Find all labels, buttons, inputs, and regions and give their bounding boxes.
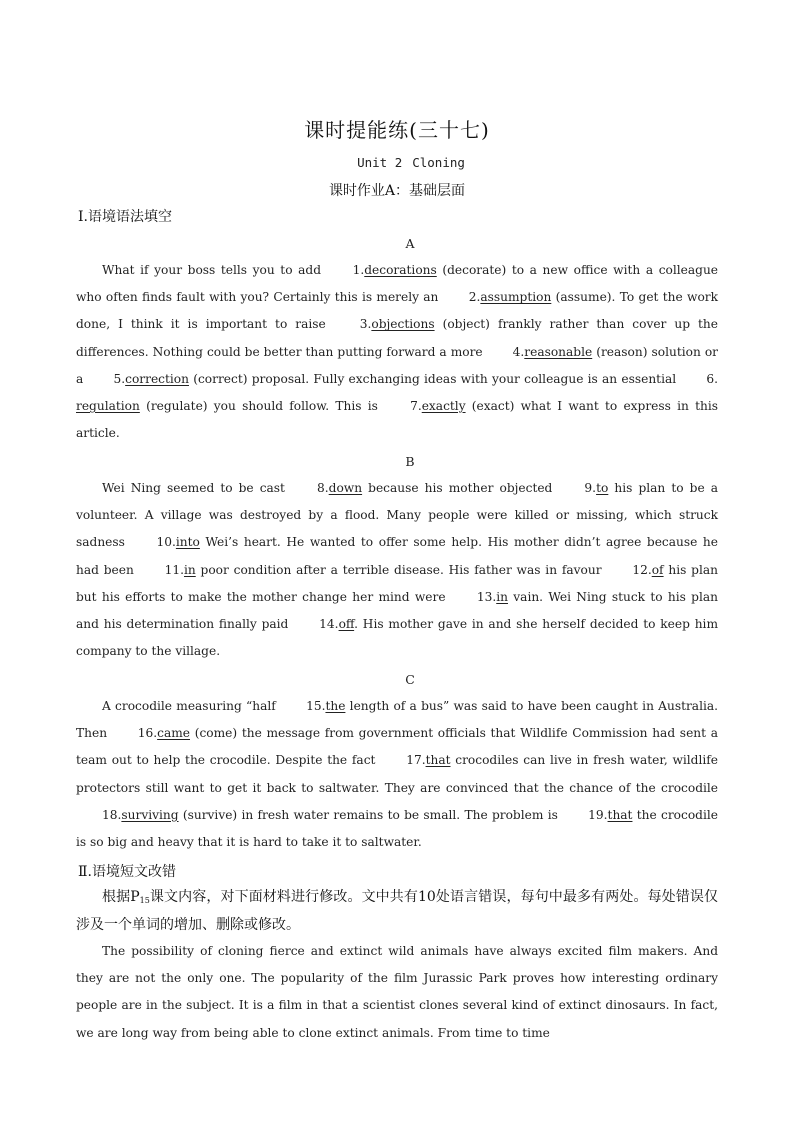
page-title: 课时提能练(三十七) (304, 118, 490, 142)
answer-blank: 12. of (606, 563, 663, 577)
passage-c: A crocodile measuring “half 15. the length of a bus” was said to have been caught in Australia. Then 16. came (come) the message from government officials that Wildlife Commission had sent a team out to help the crocodile. Despite the fact 17. that crocodiles can live in fresh water, wildlife protectors still want to get it back to saltwater. They are convinced that the chance of the crocodile 18. surviving (survive) in fresh water remains to be small. The problem is 19. that the crocodile is so big and heavy that it is hard to take it to saltwater. (76, 693, 718, 856)
answer-blank: 1. decorations (327, 263, 437, 277)
homework-subtitle: 课时作业A：基础层面 (328, 183, 466, 199)
passage-a: What if your boss tells you to add 1. decorations (decorate) to a new office with a colleague who often finds fault with you? Certainly this is merely an 2. assumption (assume). To get the work done, I think it is important to raise 3. objections (object) frankly rather than cover up the differences. Nothing could be better than putting forward a more 4. reasonable (reason) solution or a 5. correction (correct) proposal. Fully exchanging ideas with your colleague is an essential 6. regulation (regulate) you should follow. This is 7. exactly (exact) what I want to express in this article. (76, 257, 718, 447)
answer-blank: 4. reasonable (487, 345, 593, 359)
passage-label-c: C (405, 672, 415, 687)
answer-blank: 8. down (291, 481, 362, 495)
passage-label-a: A (405, 236, 415, 251)
answer-blank: 18. surviving (76, 808, 179, 822)
answer-blank: 6. regulation (76, 372, 718, 413)
answer-blank: 16. came (112, 726, 190, 740)
answer-blank: 11. in (139, 563, 196, 577)
answer-blank: 13. in (451, 590, 508, 604)
error-correction-passage: The possibility of cloning fierce and extinct wild animals have always excited film makers. And they are not the only one. The popularity of the film Jurassic Park proves how interesting ordinary people are in the subject. It is a film in that a scientist clones several kind of extinct dinosaurs. In fact, we are long way from being able to clone extinct animals. From time to time (76, 944, 718, 1040)
passage-label-b: B (405, 454, 415, 469)
passage-b: Wei Ning seemed to be cast 8. down because his mother objected 9. to his plan to be a volunteer. A village was destroyed by a flood. Many people were killed or missing, which struck sadness 10. into Wei’s heart. He wanted to offer some help. His mother didn’t agree because he had been 11. in poor condition after a terrible disease. His father was in favour 12. of his plan but his efforts to make the mother change her mind were 13. in vain. Wei Ning stuck to his plan and his determination finally paid 14. off. His mother gave in and she herself decided to keep him company to the village. (76, 475, 718, 665)
answer-blank: 5. correction (88, 372, 189, 386)
unit-number: Unit 2 (357, 155, 403, 170)
answer-blank: 14. off (293, 617, 354, 631)
answer-blank: 2. assumption (443, 290, 552, 304)
answer-blank: 10. into (131, 535, 200, 549)
answer-blank: 9. to (558, 481, 608, 495)
answer-blank: 17. that (380, 753, 450, 767)
unit-topic: Cloning (412, 155, 465, 170)
answer-blank: 15. the (280, 699, 345, 713)
error-correction-instructions: 根据$P_{15}$课文内容，对下面材料进行修改。文中共有10处语言错误，每句中最多有两处。每处错误仅涉及一个单词的增加、删除或修改。 (76, 889, 719, 933)
answer-blank: 19. that (562, 808, 632, 822)
section-heading-error-correction: Ⅱ.语境短文改错 (78, 864, 176, 880)
unit-line (0, 155, 794, 170)
answer-blank: 3. objections (334, 317, 435, 331)
answer-blank: 7. exactly (384, 399, 466, 413)
section-heading-grammar-fill: Ⅰ.语境语法填空 (78, 209, 172, 225)
